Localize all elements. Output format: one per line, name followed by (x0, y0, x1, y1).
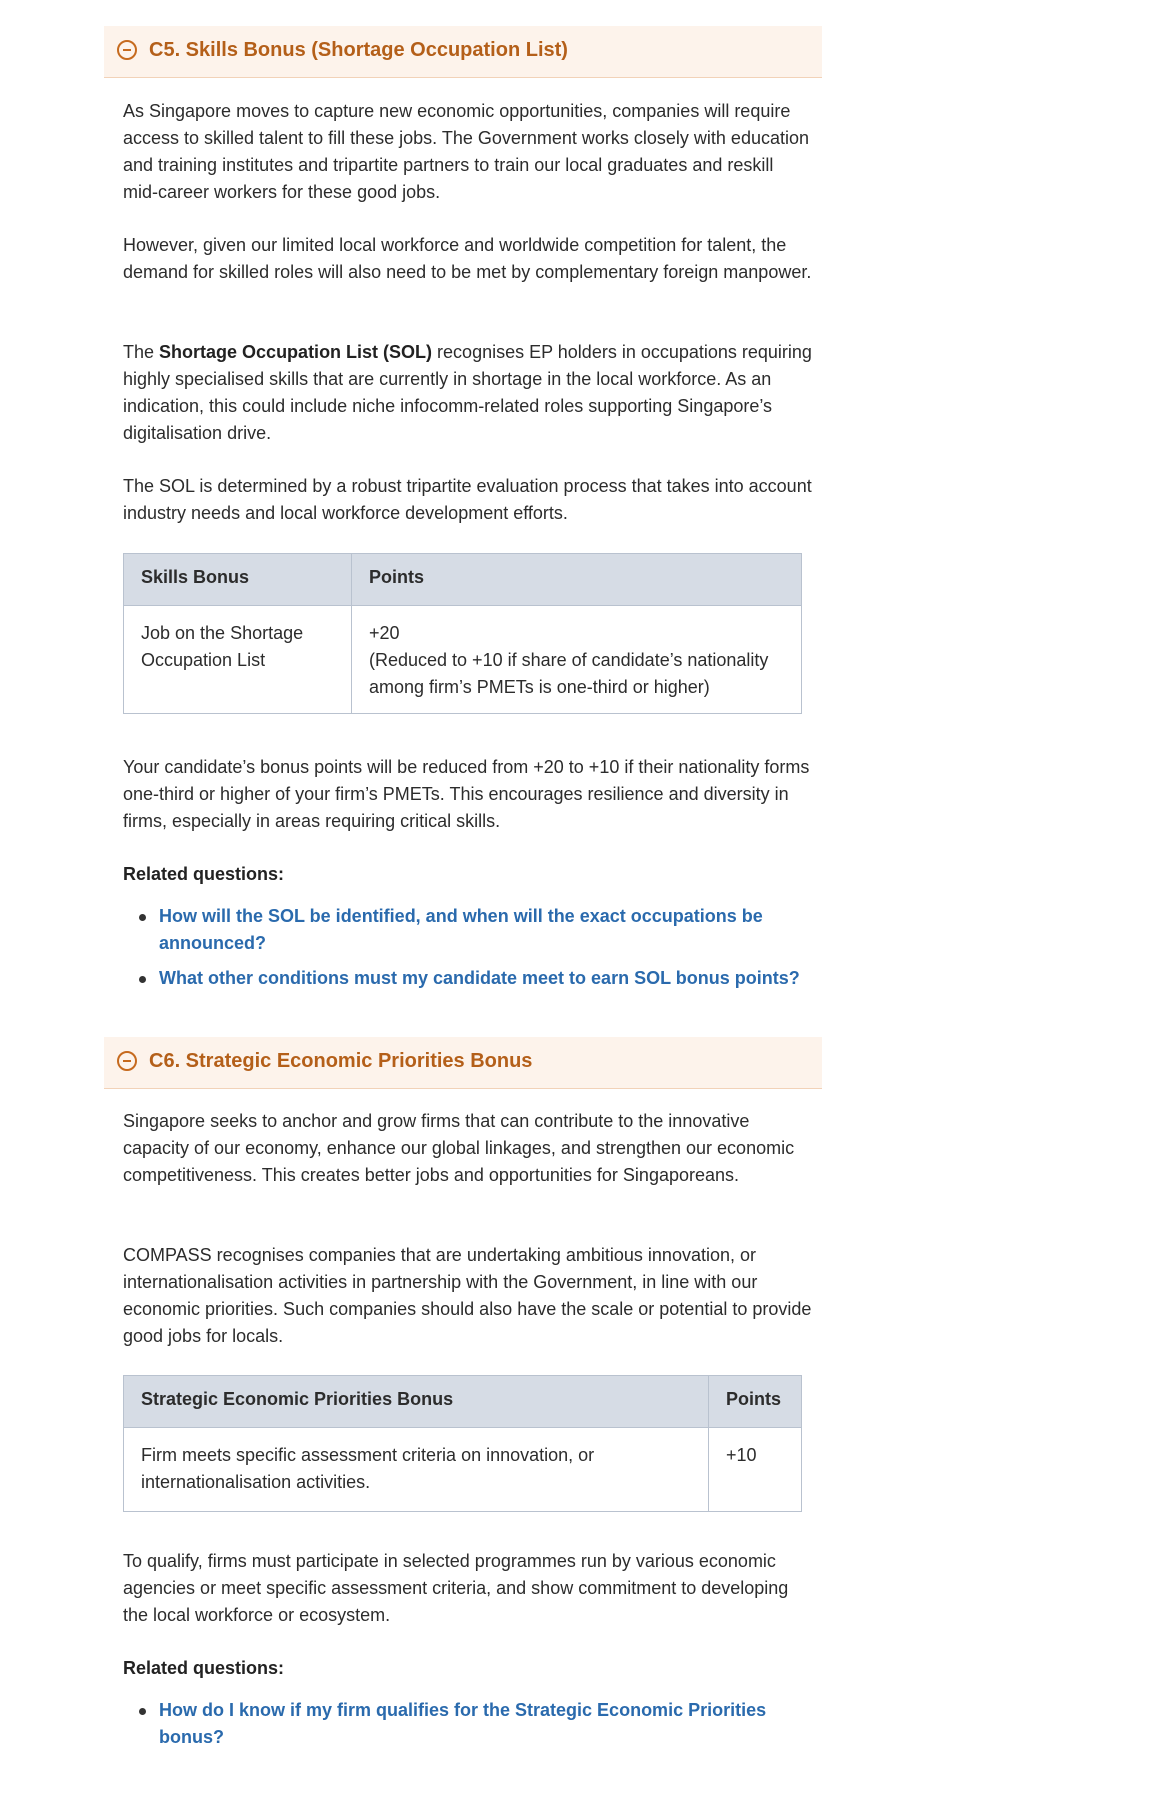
table-header-cell: Strategic Economic Priorities Bonus (124, 1376, 709, 1428)
list-item (159, 965, 823, 992)
strategic-priorities-table (123, 1375, 802, 1512)
list-item (159, 903, 823, 957)
related-question-link[interactable]: How do I know if my firm qualifies for the Strategic Economic Priorities bonus? (159, 1700, 767, 1747)
table-header-row (124, 1376, 802, 1428)
sol-term: Shortage Occupation List (SOL) (159, 342, 433, 362)
table-cell-criterion: Job on the Shortage Occupation List (124, 606, 352, 714)
table-row (124, 1428, 802, 1512)
c5-paragraph-5: Your candidate’s bonus points will be reduced from +20 to +10 if their nationality forms one-third or higher of your firm’s PMETs. This encourages resilience and diversity in firms, especially in areas requiring critical skills. (123, 757, 810, 831)
table-cell-points: +10 (709, 1428, 802, 1512)
table-cell-points (352, 606, 802, 714)
section-header-c5[interactable] (104, 26, 822, 78)
c5-paragraph-4: The SOL is determined by a robust tripartite evaluation process that takes into account industry needs and local workforce development efforts. (123, 476, 812, 523)
c5-paragraph-1: As Singapore moves to capture new economic opportunities, companies will require access to skilled talent to fill these jobs. The Government works closely with education and training institutes and tripartite partners to train our local graduates and reskill mid-career workers for these good jobs. (123, 101, 809, 202)
points-value: +20 (369, 623, 400, 643)
table-header-cell: Points (709, 1376, 802, 1428)
c6-paragraph-3: To qualify, firms must participate in selected programmes run by various economic agencies or meet specific assessment criteria, and show commitment to developing the local workforce or ecosystem. (123, 1551, 789, 1625)
c6-paragraph-1: Singapore seeks to anchor and grow firms that can contribute to the innovative capacity of our economy, enhance our global linkages, and strengthen our economic competitiveness. This creates better jobs and opportunities for Singaporeans. (123, 1111, 795, 1185)
list-item (159, 1697, 823, 1751)
section-title-c5[interactable]: C5. Skills Bonus (Shortage Occupation List) (149, 39, 568, 61)
collapse-icon[interactable] (117, 1051, 137, 1071)
c5-p3-text-rest: recognises EP holders in occupations requiring highly specialised skills that are currently in shortage in the local workforce. As an indication, this could include niche infocomm-related roles supporting Singapore’s digitalisation drive. (123, 342, 812, 443)
c5-paragraph-3 (123, 339, 813, 447)
collapse-icon[interactable] (117, 40, 137, 60)
related-question-link[interactable]: How will the SOL be identified, and when will the exact occupations be announced? (159, 906, 763, 953)
points-note: (Reduced to +10 if share of candidate’s nationality among firm’s PMETs is one-third or higher) (369, 650, 769, 697)
c5-paragraph-2: However, given our limited local workforce and worldwide competition for talent, the demand for skilled roles will also need to be met by complementary foreign manpower. (123, 235, 812, 282)
c6-paragraph-2: COMPASS recognises companies that are undertaking ambitious innovation, or internationalisation activities in partnership with the Government, in line with our economic priorities. Such companies should also have the scale or potential to provide good jobs for locals. (123, 1245, 812, 1346)
related-questions-heading: Related questions: (123, 864, 285, 884)
table-row (124, 606, 802, 714)
related-questions-list (123, 903, 823, 1000)
section-title-c6[interactable]: C6. Strategic Economic Priorities Bonus (149, 1050, 533, 1072)
section-header-c6[interactable] (104, 1037, 822, 1089)
table-header-row (124, 554, 802, 606)
related-question-link[interactable]: What other conditions must my candidate meet to earn SOL bonus points? (159, 968, 800, 988)
related-questions-heading: Related questions: (123, 1658, 285, 1678)
c5-p3-text: The (123, 342, 160, 362)
table-header-cell: Points (352, 554, 802, 606)
skills-bonus-table (123, 553, 802, 714)
related-questions-list (123, 1697, 823, 1759)
table-header-cell: Skills Bonus (124, 554, 352, 606)
table-cell-criterion: Firm meets specific assessment criteria on innovation, or internationalisation activities. (124, 1428, 709, 1512)
